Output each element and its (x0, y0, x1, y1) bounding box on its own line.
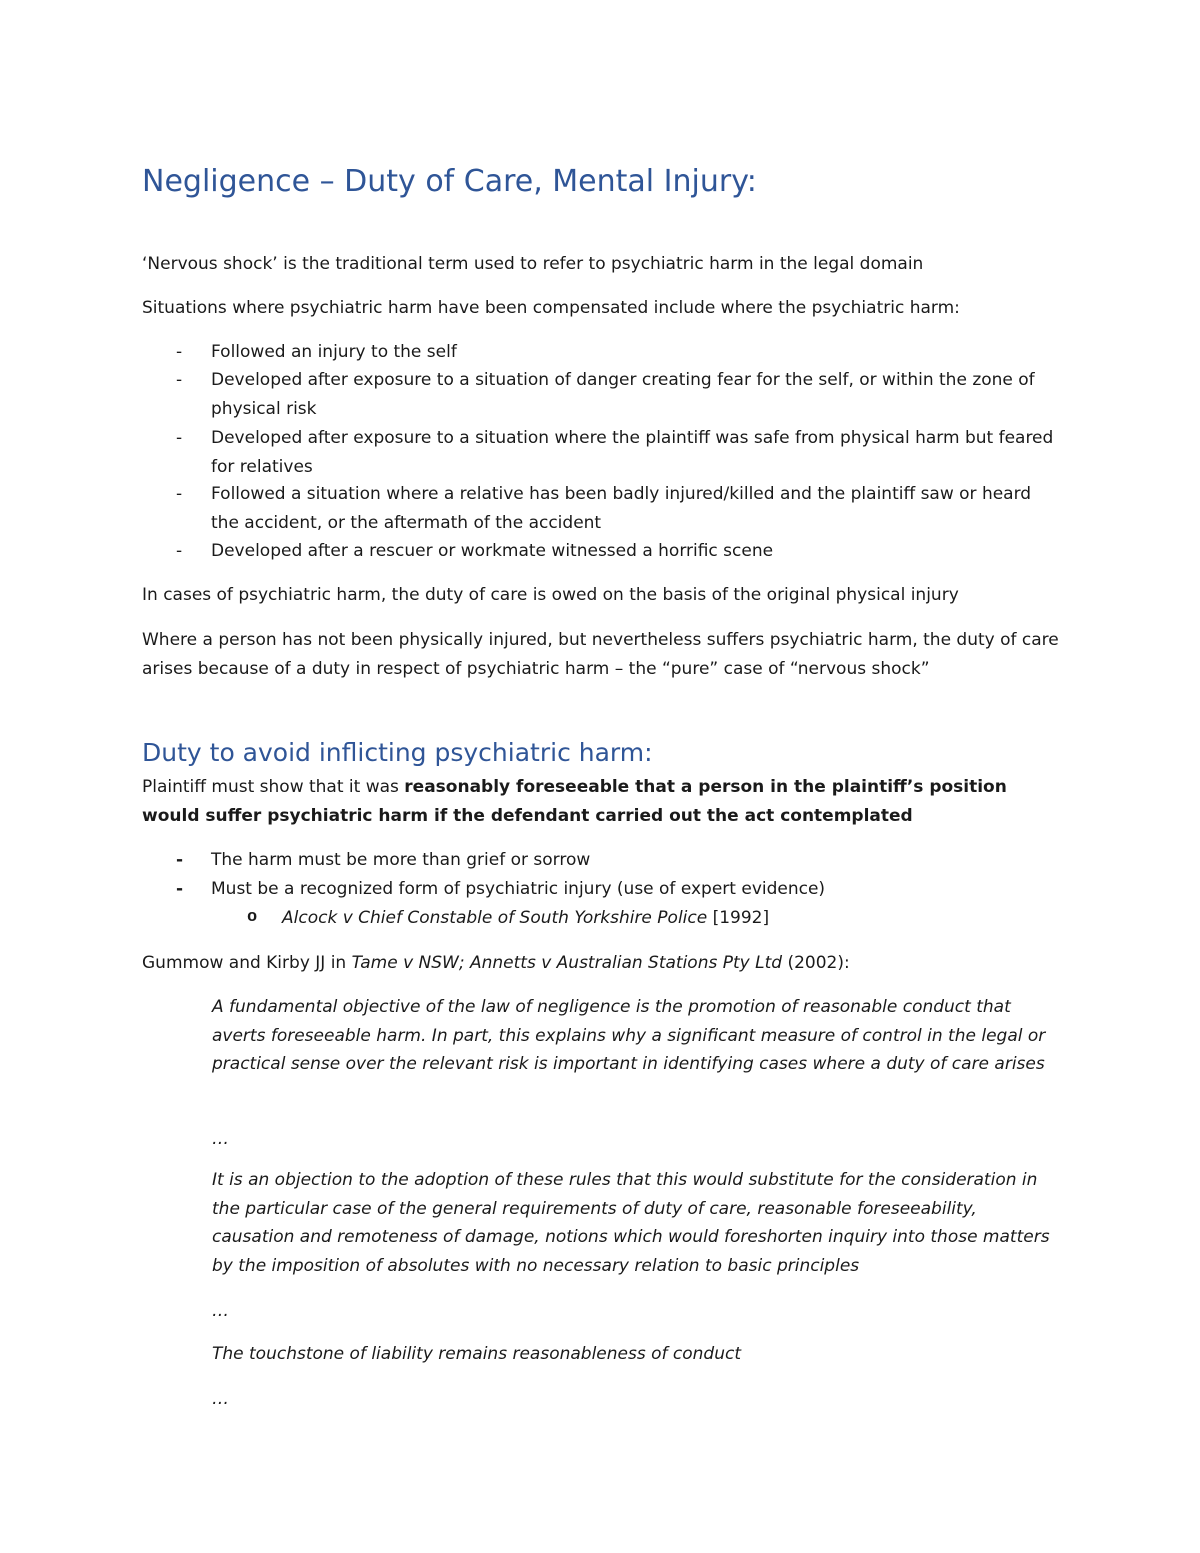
case-citation (282, 904, 769, 933)
page-title: Negligence – Duty of Care, Mental Injury: (142, 164, 757, 199)
list-item-text: Followed a situation where a relative has been badly injured/killed and the plaintiff saw or heard the accident, or the aftermath of the accident (211, 484, 1032, 533)
list-item-text: Developed after exposure to a situation of danger creating fear for the self, or within the zone of physical risk (211, 370, 1035, 419)
quote-ellipsis: … (212, 1129, 229, 1149)
list-item-text: The harm must be more than grief or sorrow (211, 850, 591, 870)
quote-ellipsis: … (212, 1389, 229, 1409)
tame-case-name: Tame v NSW; Annetts v Australian Stations Pty Ltd (351, 953, 783, 973)
test-lead: Plaintiff must show that it was (142, 777, 405, 797)
dash-bullet: - (176, 850, 184, 870)
section-heading: Duty to avoid inflicting psychiatric harm: (142, 738, 653, 767)
dash-bullet: - (176, 541, 183, 561)
quote-paragraph: A fundamental objective of the law of negligence is the promotion of reasonable conduct that averts foreseeable harm. In part, this explains why a significant measure of control in the legal or practical sense over the relevant risk is important in identifying cases where a duty of care arises (212, 997, 1046, 1074)
case-name: Alcock v Chief Constable of South Yorkshire Police (282, 908, 708, 928)
list-item-text: Followed an injury to the self (211, 342, 457, 362)
tame-year: (2002): (782, 953, 850, 973)
list-item-text: Developed after a rescuer or workmate witnessed a horrific scene (211, 541, 774, 561)
paragraph-original-injury: In cases of psychiatric harm, the duty of care is owed on the basis of the original physical injury (142, 585, 959, 605)
tame-citation (142, 949, 1062, 978)
dash-bullet: - (176, 484, 183, 504)
dash-bullet: - (176, 370, 183, 390)
circle-bullet: o (247, 908, 258, 927)
test-bold: reasonably foreseeable that a person in the plaintiff’s position would suffer psychiatric harm if the defendant carried out the act contemplated (142, 777, 1007, 826)
quote-ellipsis: … (212, 1301, 229, 1321)
quote-paragraph: The touchstone of liability remains reasonableness of conduct (212, 1344, 742, 1364)
list-item-text: Developed after exposure to a situation where the plaintiff was safe from physical harm but feared for relatives (211, 428, 1054, 477)
list-item-text: Must be a recognized form of psychiatric injury (use of expert evidence) (211, 879, 826, 899)
intro-situations: Situations where psychiatric harm have been compensated include where the psychiatric harm: (142, 298, 960, 318)
test-paragraph (142, 773, 1062, 830)
dash-bullet: - (176, 342, 183, 362)
case-year: [1992] (707, 908, 770, 928)
dash-bullet: - (176, 879, 184, 899)
intro-nervous-shock: ‘Nervous shock’ is the traditional term used to refer to psychiatric harm in the legal domain (142, 254, 924, 274)
tame-judges: Gummow and Kirby JJ in (142, 953, 352, 973)
quote-paragraph: It is an objection to the adoption of these rules that this would substitute for the consideration in the particular case of the general requirements of duty of care, reasonable foreseeability, causation and remoteness of damage, notions which would foreshorten inquiry into those matters by the imposition of absolutes with no necessary relation to basic principles (212, 1170, 1050, 1276)
dash-bullet: - (176, 428, 183, 448)
paragraph-pure-nervous-shock: Where a person has not been physically injured, but nevertheless suffers psychiatric harm, the duty of care arises because of a duty in respect of psychiatric harm – the “pure” case of “nervous shock” (142, 630, 1059, 679)
